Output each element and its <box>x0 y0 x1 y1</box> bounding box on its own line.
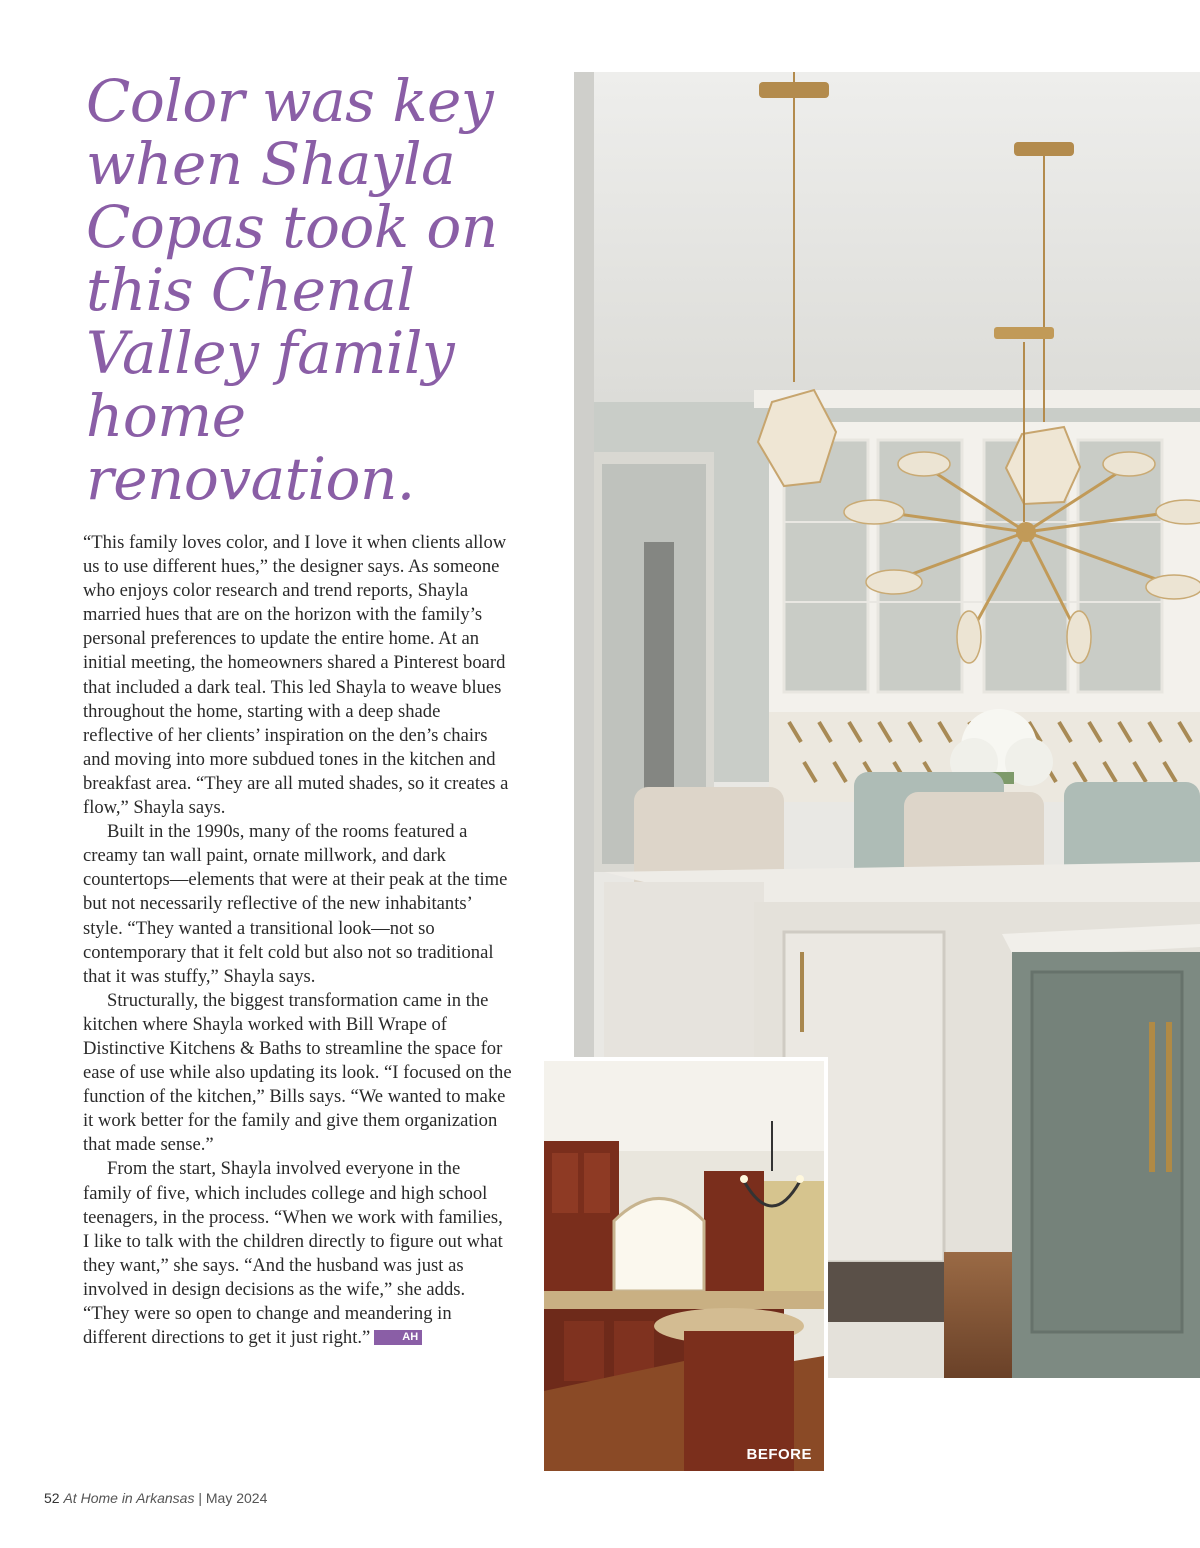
before-label: BEFORE <box>746 1446 812 1463</box>
article-body <box>83 531 513 1350</box>
paragraph-4-text: From the start, Shayla involved everyone in the family of five, which includes college and high school teenagers, in the process. “When we work with families, I like to talk with the children directly to figure out what they want,” she says. “And the husband was just as involved in design decisions as the wife,” she adds. “They were so open to change and meandering in different directions to get it just right.” <box>83 1158 503 1349</box>
end-mark: AH <box>374 1330 422 1345</box>
page-number: 52 <box>44 1490 60 1506</box>
publication-name: At Home in Arkansas <box>63 1490 195 1506</box>
before-photo <box>540 1057 828 1475</box>
paragraph-1: “This family loves color, and I love it when clients allow us to use different hues,” the designer says. As someone who enjoys color research and trend reports, Shayla married hues that are on the horizon with the family’s personal preferences to update the entire home. At an initial meeting, the homeowners shared a Pinterest board that included a dark teal. This led Shayla to weave blues throughout the home, starting with a deep shade reflective of her clients’ inspiration on the den’s chairs and moving into more subdued tones in the kitchen and breakfast area. “They are all muted shades, so it creates a flow,” Shayla says. <box>83 532 509 819</box>
paragraph-2: Built in the 1990s, many of the rooms featured a creamy tan wall paint, ornate millwork, and dark countertops—elements that were at their peak at the time but not necessarily reflective of the new inhabitants’ style. “They wanted a transitional look—not so contemporary that it felt cold but also not so traditional that it was stuffy,” Shayla says. <box>83 821 508 987</box>
paragraph-3: Structurally, the biggest transformation came in the kitchen where Shayla worked with Bill Wrape of Distinctive Kitchens & Baths to streamline the space for ease of use while also updating its look. “I focused on the function of the kitchen,” Bills says. “We wanted to make it work better for the family and give them organization that made sense.” <box>83 989 512 1156</box>
before-photo-illustration <box>544 1061 824 1471</box>
page-footer <box>44 1490 267 1506</box>
headline: Color was key when Shayla Copas took on this Chenal Valley family home renovation. <box>86 67 498 513</box>
footer-separator: | <box>198 1490 202 1506</box>
paragraph-4 <box>83 1157 513 1350</box>
issue-date: May 2024 <box>205 1490 268 1506</box>
